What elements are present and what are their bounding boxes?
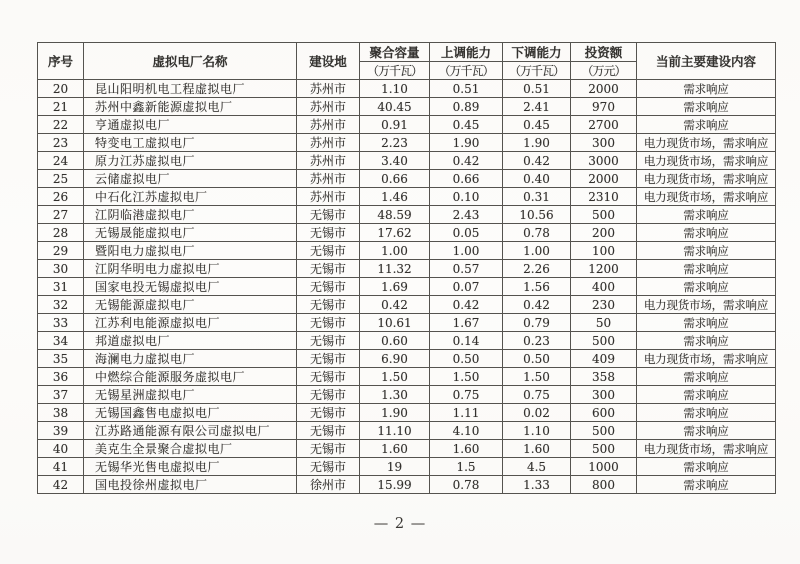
table-row [38, 350, 776, 368]
cell-no: 27 [38, 206, 84, 224]
cell-up-capability: 0.05 [430, 224, 503, 242]
cell-location: 无锡市 [297, 242, 360, 260]
cell-down-capability: 1.50 [503, 368, 571, 386]
table-row [38, 80, 776, 98]
cell-down-capability: 0.42 [503, 296, 571, 314]
cell-down-capability: 1.33 [503, 476, 571, 494]
cell-capacity: 1.00 [360, 242, 430, 260]
cell-capacity: 40.45 [360, 98, 430, 116]
cell-content: 需求响应 [637, 206, 776, 224]
cell-plant-name: 中石化江苏虚拟电厂 [84, 188, 297, 206]
cell-down-capability: 0.23 [503, 332, 571, 350]
cell-content: 需求响应 [637, 422, 776, 440]
cell-investment: 500 [571, 332, 637, 350]
table-row [38, 476, 776, 494]
cell-up-capability: 0.14 [430, 332, 503, 350]
cell-plant-name: 昆山阳明机电工程虚拟电厂 [84, 80, 297, 98]
cell-capacity: 1.50 [360, 368, 430, 386]
cell-investment: 230 [571, 296, 637, 314]
cell-up-capability: 0.78 [430, 476, 503, 494]
cell-down-capability: 1.60 [503, 440, 571, 458]
cell-content: 需求响应 [637, 476, 776, 494]
cell-plant-name: 无锡星洲虚拟电厂 [84, 386, 297, 404]
cell-location: 苏州市 [297, 170, 360, 188]
cell-location: 苏州市 [297, 134, 360, 152]
table-row [38, 224, 776, 242]
cell-investment: 600 [571, 404, 637, 422]
cell-down-capability: 0.75 [503, 386, 571, 404]
cell-no: 28 [38, 224, 84, 242]
cell-up-capability: 0.42 [430, 296, 503, 314]
cell-plant-name: 亨通虚拟电厂 [84, 116, 297, 134]
cell-content: 电力现货市场，需求响应 [637, 188, 776, 206]
cell-up-capability: 0.66 [430, 170, 503, 188]
cell-up-capability: 1.60 [430, 440, 503, 458]
col-header-up-capability: 上调能力 [430, 43, 503, 62]
cell-plant-name: 云储虚拟电厂 [84, 170, 297, 188]
cell-investment: 800 [571, 476, 637, 494]
cell-no: 39 [38, 422, 84, 440]
col-header-content: 当前主要建设内容 [637, 43, 776, 80]
cell-content: 需求响应 [637, 242, 776, 260]
cell-investment: 200 [571, 224, 637, 242]
cell-no: 41 [38, 458, 84, 476]
table-row [38, 188, 776, 206]
table-row [38, 98, 776, 116]
cell-no: 22 [38, 116, 84, 134]
cell-capacity: 19 [360, 458, 430, 476]
cell-content: 需求响应 [637, 116, 776, 134]
table-row [38, 152, 776, 170]
cell-plant-name: 无锡能源虚拟电厂 [84, 296, 297, 314]
cell-no: 21 [38, 98, 84, 116]
cell-content: 需求响应 [637, 224, 776, 242]
cell-content: 需求响应 [637, 260, 776, 278]
cell-investment: 2000 [571, 80, 637, 98]
cell-no: 38 [38, 404, 84, 422]
cell-no: 26 [38, 188, 84, 206]
cell-up-capability: 0.89 [430, 98, 503, 116]
cell-content: 需求响应 [637, 314, 776, 332]
cell-investment: 500 [571, 206, 637, 224]
page-number: — 2 — [373, 516, 427, 532]
cell-investment: 2000 [571, 170, 637, 188]
table-row [38, 278, 776, 296]
cell-investment: 3000 [571, 152, 637, 170]
cell-location: 无锡市 [297, 368, 360, 386]
cell-location: 苏州市 [297, 80, 360, 98]
cell-down-capability: 2.41 [503, 98, 571, 116]
cell-plant-name: 江阴华明电力虚拟电厂 [84, 260, 297, 278]
cell-content: 电力现货市场，需求响应 [637, 350, 776, 368]
cell-down-capability: 0.40 [503, 170, 571, 188]
cell-investment: 1000 [571, 458, 637, 476]
cell-investment: 300 [571, 134, 637, 152]
cell-content: 电力现货市场，需求响应 [637, 296, 776, 314]
cell-location: 徐州市 [297, 476, 360, 494]
cell-capacity: 48.59 [360, 206, 430, 224]
cell-content: 需求响应 [637, 458, 776, 476]
cell-capacity: 1.69 [360, 278, 430, 296]
table-row [38, 440, 776, 458]
cell-investment: 2310 [571, 188, 637, 206]
cell-location: 无锡市 [297, 332, 360, 350]
cell-no: 29 [38, 242, 84, 260]
cell-up-capability: 0.42 [430, 152, 503, 170]
table-body [38, 80, 776, 494]
cell-capacity: 17.62 [360, 224, 430, 242]
cell-no: 33 [38, 314, 84, 332]
cell-investment: 2700 [571, 116, 637, 134]
cell-no: 20 [38, 80, 84, 98]
cell-content: 电力现货市场，需求响应 [637, 440, 776, 458]
cell-up-capability: 1.50 [430, 368, 503, 386]
cell-no: 42 [38, 476, 84, 494]
cell-location: 无锡市 [297, 386, 360, 404]
cell-location: 无锡市 [297, 278, 360, 296]
cell-down-capability: 10.56 [503, 206, 571, 224]
cell-content: 需求响应 [637, 404, 776, 422]
cell-plant-name: 中燃综合能源服务虚拟电厂 [84, 368, 297, 386]
cell-content: 电力现货市场，需求响应 [637, 152, 776, 170]
cell-capacity: 11.32 [360, 260, 430, 278]
col-header-investment: 投资额 [571, 43, 637, 62]
cell-investment: 970 [571, 98, 637, 116]
cell-no: 24 [38, 152, 84, 170]
cell-down-capability: 1.00 [503, 242, 571, 260]
cell-plant-name: 特变电工虚拟电厂 [84, 134, 297, 152]
cell-plant-name: 江阴临港虚拟电厂 [84, 206, 297, 224]
table-row [38, 368, 776, 386]
cell-investment: 500 [571, 422, 637, 440]
cell-capacity: 6.90 [360, 350, 430, 368]
cell-capacity: 3.40 [360, 152, 430, 170]
cell-location: 苏州市 [297, 152, 360, 170]
cell-content: 需求响应 [637, 80, 776, 98]
table-row [38, 206, 776, 224]
cell-plant-name: 美克生全景聚合虚拟电厂 [84, 440, 297, 458]
cell-content: 需求响应 [637, 332, 776, 350]
cell-down-capability: 0.02 [503, 404, 571, 422]
cell-content: 需求响应 [637, 386, 776, 404]
cell-capacity: 0.60 [360, 332, 430, 350]
cell-up-capability: 0.57 [430, 260, 503, 278]
cell-location: 无锡市 [297, 314, 360, 332]
cell-investment: 358 [571, 368, 637, 386]
cell-capacity: 10.61 [360, 314, 430, 332]
table-row [38, 386, 776, 404]
col-header-capacity-unit: （万千瓦） [360, 62, 430, 80]
cell-capacity: 1.60 [360, 440, 430, 458]
table-row [38, 314, 776, 332]
cell-capacity: 0.66 [360, 170, 430, 188]
cell-up-capability: 0.45 [430, 116, 503, 134]
cell-investment: 300 [571, 386, 637, 404]
table-row [38, 458, 776, 476]
cell-up-capability: 0.75 [430, 386, 503, 404]
cell-no: 32 [38, 296, 84, 314]
cell-plant-name: 国家电投无锡虚拟电厂 [84, 278, 297, 296]
cell-location: 无锡市 [297, 458, 360, 476]
cell-location: 苏州市 [297, 116, 360, 134]
col-header-down-unit: （万千瓦） [503, 62, 571, 80]
table-row [38, 170, 776, 188]
cell-plant-name: 海澜电力虚拟电厂 [84, 350, 297, 368]
cell-down-capability: 0.79 [503, 314, 571, 332]
col-header-name: 虚拟电厂名称 [84, 43, 297, 80]
table-row [38, 260, 776, 278]
cell-content: 需求响应 [637, 98, 776, 116]
cell-up-capability: 0.07 [430, 278, 503, 296]
cell-capacity: 1.30 [360, 386, 430, 404]
cell-content: 电力现货市场，需求响应 [637, 170, 776, 188]
col-header-capacity: 聚合容量 [360, 43, 430, 62]
cell-no: 23 [38, 134, 84, 152]
cell-investment: 409 [571, 350, 637, 368]
cell-plant-name: 江苏利电能源虚拟电厂 [84, 314, 297, 332]
cell-capacity: 0.91 [360, 116, 430, 134]
cell-content: 需求响应 [637, 278, 776, 296]
cell-location: 无锡市 [297, 260, 360, 278]
cell-plant-name: 暨阳电力虚拟电厂 [84, 242, 297, 260]
cell-up-capability: 1.11 [430, 404, 503, 422]
col-header-investment-unit: （万元） [571, 62, 637, 80]
cell-plant-name: 邦道虚拟电厂 [84, 332, 297, 350]
cell-no: 36 [38, 368, 84, 386]
table-row [38, 332, 776, 350]
table-row [38, 296, 776, 314]
cell-down-capability: 1.90 [503, 134, 571, 152]
virtual-power-plant-table [37, 42, 776, 494]
cell-up-capability: 1.67 [430, 314, 503, 332]
cell-plant-name: 原力江苏虚拟电厂 [84, 152, 297, 170]
cell-no: 35 [38, 350, 84, 368]
cell-capacity: 0.42 [360, 296, 430, 314]
cell-no: 37 [38, 386, 84, 404]
cell-plant-name: 无锡国鑫售电虚拟电厂 [84, 404, 297, 422]
table-row [38, 242, 776, 260]
cell-content: 电力现货市场，需求响应 [637, 134, 776, 152]
cell-capacity: 1.90 [360, 404, 430, 422]
cell-investment: 500 [571, 440, 637, 458]
cell-location: 无锡市 [297, 296, 360, 314]
cell-investment: 1200 [571, 260, 637, 278]
cell-content: 需求响应 [637, 368, 776, 386]
cell-location: 无锡市 [297, 422, 360, 440]
table-row [38, 116, 776, 134]
cell-location: 无锡市 [297, 404, 360, 422]
cell-no: 34 [38, 332, 84, 350]
cell-location: 苏州市 [297, 188, 360, 206]
cell-down-capability: 2.26 [503, 260, 571, 278]
table-row [38, 134, 776, 152]
col-header-down-capability: 下调能力 [503, 43, 571, 62]
table-header [38, 43, 776, 80]
cell-up-capability: 1.90 [430, 134, 503, 152]
cell-location: 无锡市 [297, 224, 360, 242]
cell-location: 苏州市 [297, 98, 360, 116]
table-row [38, 422, 776, 440]
cell-down-capability: 4.5 [503, 458, 571, 476]
cell-plant-name: 国电投徐州虚拟电厂 [84, 476, 297, 494]
cell-up-capability: 1.00 [430, 242, 503, 260]
cell-down-capability: 0.45 [503, 116, 571, 134]
cell-no: 31 [38, 278, 84, 296]
cell-location: 无锡市 [297, 350, 360, 368]
cell-up-capability: 2.43 [430, 206, 503, 224]
cell-down-capability: 0.31 [503, 188, 571, 206]
cell-investment: 100 [571, 242, 637, 260]
col-header-up-unit: （万千瓦） [430, 62, 503, 80]
col-header-no: 序号 [38, 43, 84, 80]
cell-no: 30 [38, 260, 84, 278]
cell-location: 无锡市 [297, 206, 360, 224]
cell-down-capability: 1.56 [503, 278, 571, 296]
cell-investment: 50 [571, 314, 637, 332]
cell-capacity: 1.10 [360, 80, 430, 98]
cell-down-capability: 1.10 [503, 422, 571, 440]
cell-no: 25 [38, 170, 84, 188]
cell-no: 40 [38, 440, 84, 458]
cell-investment: 400 [571, 278, 637, 296]
cell-up-capability: 0.51 [430, 80, 503, 98]
col-header-location: 建设地 [297, 43, 360, 80]
cell-up-capability: 4.10 [430, 422, 503, 440]
cell-up-capability: 0.50 [430, 350, 503, 368]
cell-plant-name: 江苏路通能源有限公司虚拟电厂 [84, 422, 297, 440]
cell-down-capability: 0.51 [503, 80, 571, 98]
cell-plant-name: 苏州中鑫新能源虚拟电厂 [84, 98, 297, 116]
cell-down-capability: 0.50 [503, 350, 571, 368]
cell-plant-name: 无锡华光售电虚拟电厂 [84, 458, 297, 476]
cell-up-capability: 0.10 [430, 188, 503, 206]
cell-up-capability: 1.5 [430, 458, 503, 476]
cell-capacity: 1.46 [360, 188, 430, 206]
cell-capacity: 11.10 [360, 422, 430, 440]
cell-down-capability: 0.42 [503, 152, 571, 170]
cell-capacity: 2.23 [360, 134, 430, 152]
table-row [38, 404, 776, 422]
cell-plant-name: 无锡晟能虚拟电厂 [84, 224, 297, 242]
cell-down-capability: 0.78 [503, 224, 571, 242]
cell-capacity: 15.99 [360, 476, 430, 494]
cell-location: 无锡市 [297, 440, 360, 458]
